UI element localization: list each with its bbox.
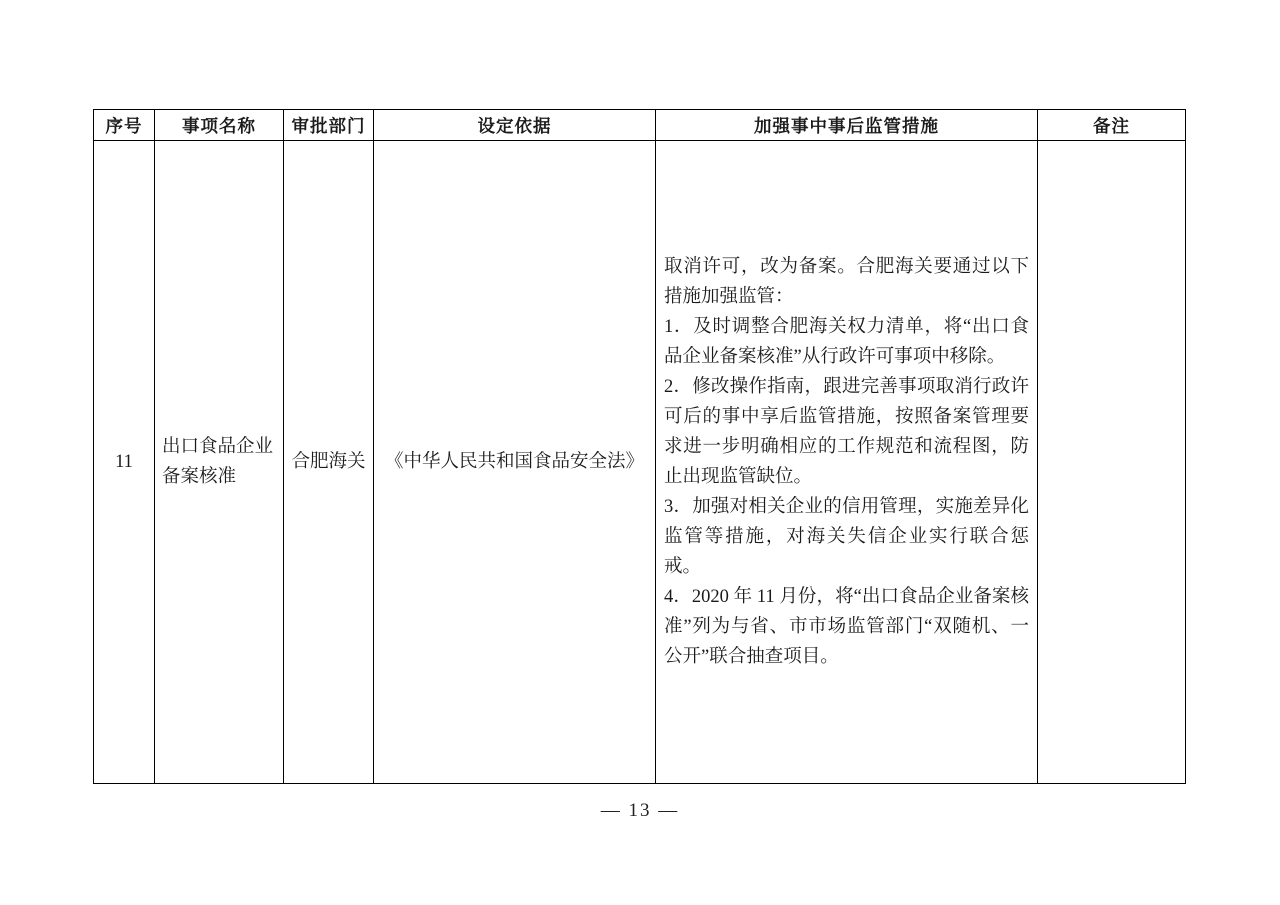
header-cell-department: 审批部门 — [284, 110, 374, 141]
approval-items-table — [93, 109, 1186, 784]
measure-paragraph-intro: 取消许可，改为备案。合肥海关要通过以下措施加强监管： — [664, 257, 1029, 307]
measure-paragraph-3: 3．加强对相关企业的信用管理，实施差异化监管等措施，对海关失信企业实行联合惩戒。 — [664, 497, 1029, 577]
cell-item-name: 出口食品企业备案核准 — [155, 141, 284, 784]
page-number: — 13 — — [600, 800, 680, 821]
cell-approval-department: 合肥海关 — [284, 141, 374, 784]
cell-serial-number: 11 — [94, 141, 155, 784]
cell-remark — [1038, 141, 1186, 784]
header-cell-item-name: 事项名称 — [155, 110, 284, 141]
cell-legal-basis: 《中华人民共和国食品安全法》 — [374, 141, 656, 784]
measure-paragraph-1: 1．及时调整合肥海关权力清单，将“出口食品企业备案核准”从行政许可事项中移除。 — [664, 317, 1029, 367]
header-cell-serial: 序号 — [94, 110, 155, 141]
header-cell-legal-basis: 设定依据 — [374, 110, 656, 141]
measure-paragraph-2: 2．修改操作指南，跟进完善事项取消行政许可后的事中享后监管措施，按照备案管理要求进一步明确相应的工作规范和流程图，防止出现监管缺位。 — [664, 377, 1029, 487]
table-header-row — [94, 110, 1186, 141]
cell-supervision-measures — [656, 141, 1038, 784]
measure-paragraph-4: 4．2020 年 11 月份，将“出口食品企业备案核准”列为与省、市市场监管部门“双随机、一公开”联合抽查项目。 — [664, 587, 1029, 667]
table-row — [94, 141, 1186, 784]
header-cell-measures: 加强事中事后监管措施 — [656, 110, 1038, 141]
header-cell-remark: 备注 — [1038, 110, 1186, 141]
